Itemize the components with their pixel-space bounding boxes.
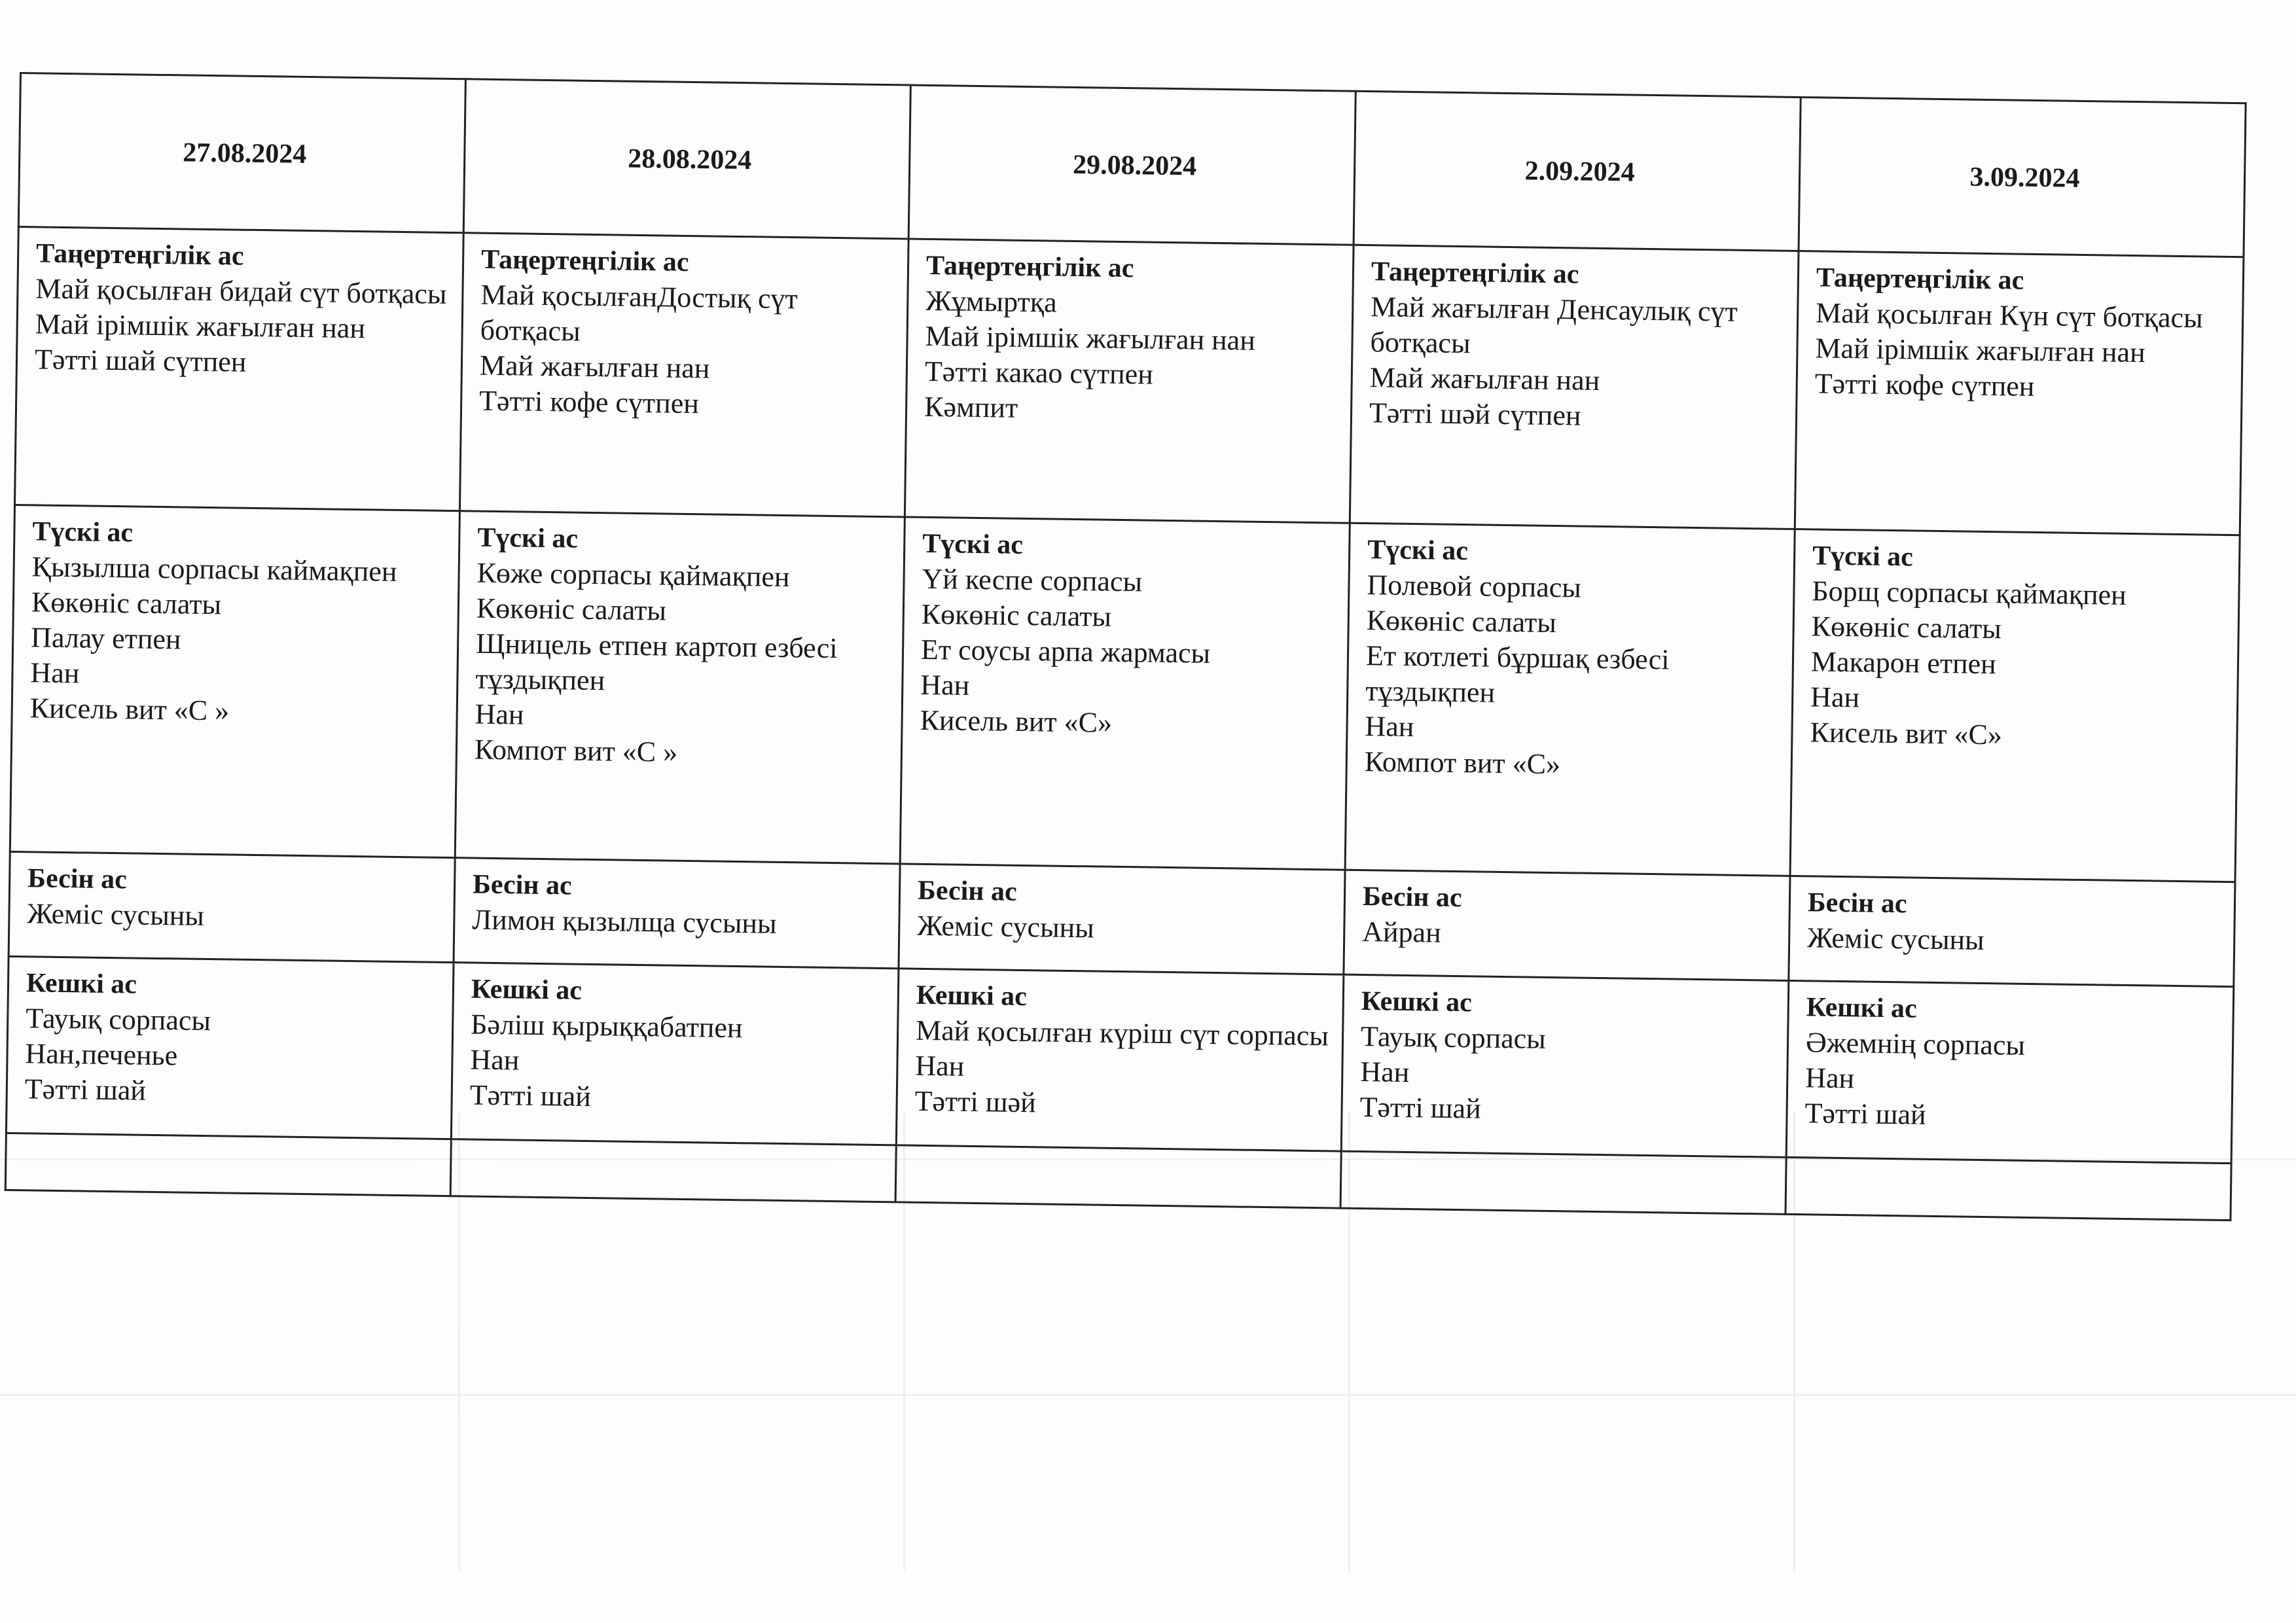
- empty-cell: [450, 1139, 896, 1202]
- dish-item: Кәмпит: [924, 390, 1018, 424]
- dish-item: Нан,печенье: [25, 1037, 178, 1072]
- dish-item: Тәтті шай: [469, 1079, 592, 1113]
- dish-item: Нан: [1360, 1056, 1410, 1089]
- dish-item: Кисель вит «С»: [1810, 716, 2003, 751]
- dish-item: Тәтті шай: [24, 1073, 147, 1107]
- menu-cell: [896, 969, 1344, 1151]
- date-label: 3.09.2024: [1969, 162, 2080, 194]
- dish-item: Май қосылған күріш сүт сорпасы: [915, 1014, 1329, 1052]
- meal-row-breakfast: [14, 226, 2243, 535]
- dish-item: Тәтті кофе сүтпен: [1814, 367, 2035, 402]
- dish-item: Көже сорпасы қаймақпен: [476, 556, 790, 594]
- menu-cell: [1789, 876, 2235, 986]
- meal-title: Таңертеңгілік ас: [480, 244, 689, 277]
- date-label: 27.08.2024: [183, 137, 307, 169]
- dish-item: Тауық сорпасы: [25, 1002, 211, 1037]
- dish-item: Жұмыртқа: [925, 284, 1058, 319]
- menu-cell: [1350, 245, 1799, 529]
- dish-item: Компот вит «С»: [1364, 745, 1561, 781]
- dish-item: Май жағылған Денсаулық сүт ботқасы: [1370, 291, 1738, 360]
- meal-title: Бесін ас: [472, 869, 573, 901]
- menu-cell: [6, 956, 454, 1139]
- empty-cell: [5, 1133, 451, 1196]
- meal-title: Таңертеңгілік ас: [35, 238, 244, 272]
- dish-item: Ет котлеті бұршақ езбесі тұздықпен: [1365, 639, 1670, 709]
- dish-item: Нан: [1810, 681, 1860, 714]
- date-label: 29.08.2024: [1072, 149, 1197, 182]
- menu-cell: [459, 233, 908, 517]
- dish-item: Көкөніс салаты: [476, 592, 667, 627]
- meal-title: Кешкі ас: [1361, 986, 1473, 1018]
- dish-item: Тәтті шай: [1804, 1097, 1926, 1131]
- date-header-cell: [463, 79, 910, 239]
- meal-title: Кешкі ас: [26, 968, 137, 1000]
- meal-title: Түскі ас: [32, 516, 134, 548]
- dish-item: Май жағылған нан: [1369, 361, 1600, 397]
- meal-title: Кешкі ас: [1806, 992, 1918, 1024]
- dish-item: Май ірімшік жағылған нан: [1815, 332, 2146, 369]
- meal-title: Түскі ас: [477, 522, 579, 554]
- dish-item: Полевой сорпасы: [1367, 569, 1582, 604]
- meal-title: Таңертеңгілік ас: [1371, 257, 1579, 290]
- dish-item: Көкөніс салаты: [1366, 604, 1557, 639]
- dish-item: Қызылша сорпасы каймақпен: [31, 550, 397, 588]
- dish-item: Май ірімшік жағылған нан: [925, 319, 1256, 357]
- dish-item: Щницель етпен картоп езбесі тұздықпен: [475, 627, 838, 697]
- dish-item: Нан: [920, 668, 970, 702]
- dish-item: Тәтті шай сүтпен: [34, 343, 247, 378]
- menu-cell: [905, 239, 1354, 523]
- meal-title: Бесін ас: [917, 875, 1017, 907]
- dish-item: Көкөніс салаты: [31, 586, 222, 621]
- dish-item: Жеміс сусыны: [27, 897, 205, 932]
- menu-cell: [451, 963, 899, 1145]
- dish-item: Көкөніс салаты: [1811, 610, 2002, 645]
- dish-item: Палау етпен: [30, 621, 181, 656]
- date-header-cell: [18, 73, 465, 233]
- date-header-cell: [1799, 98, 2246, 257]
- meal-title: Түскі ас: [1812, 541, 1914, 573]
- empty-cell: [1785, 1157, 2231, 1220]
- meal-title: Түскі ас: [922, 528, 1024, 560]
- menu-cell: [455, 511, 905, 864]
- empty-cell: [895, 1145, 1341, 1208]
- dish-item: Ет соусы арпа жармасы: [920, 633, 1211, 669]
- dish-item: Айран: [1361, 916, 1442, 949]
- menu-cell: [1786, 980, 2234, 1163]
- dish-item: Бәліш қырыққабатпен: [470, 1008, 743, 1044]
- meal-row-lunch: [10, 505, 2240, 882]
- dish-item: Компот вит «С »: [474, 733, 678, 768]
- dish-item: Тәтті шәй сүтпен: [1369, 397, 1581, 432]
- dish-item: Кисель вит «С»: [920, 704, 1113, 739]
- dish-item: Май қосылған Күн сүт ботқасы: [1815, 296, 2204, 334]
- date-header-cell: [908, 85, 1355, 245]
- menu-table-container: [5, 72, 2245, 1221]
- dish-item: Тәтті какао сүтпен: [924, 355, 1154, 391]
- date-label: 28.08.2024: [627, 143, 752, 176]
- dish-item: Нан: [470, 1043, 520, 1077]
- meal-title: Бесін ас: [1362, 882, 1462, 914]
- dish-item: Тауық сорпасы: [1360, 1020, 1547, 1055]
- dish-item: Нан: [1365, 710, 1414, 743]
- empty-cell: [1340, 1151, 1786, 1214]
- menu-cell: [9, 851, 455, 962]
- menu-cell: [10, 505, 459, 857]
- dish-item: Май қосылған бидай сүт ботқасы: [35, 272, 447, 310]
- dish-item: Кисель вит «С »: [29, 692, 230, 727]
- meal-title: Түскі ас: [1367, 535, 1469, 567]
- date-header-row: [18, 73, 2246, 257]
- meal-title: Таңертеңгілік ас: [925, 250, 1134, 284]
- menu-cell: [1345, 523, 1795, 876]
- dish-item: Нан: [475, 698, 524, 731]
- dish-item: Көкөніс салаты: [921, 597, 1112, 633]
- dish-item: Макарон етпен: [1810, 645, 1997, 681]
- menu-table: [5, 72, 2247, 1221]
- meal-title: Кешкі ас: [916, 980, 1028, 1012]
- dish-item: Жеміс сусыны: [1806, 921, 1985, 956]
- menu-cell: [454, 858, 900, 969]
- meal-row-dinner: [6, 956, 2233, 1163]
- dish-item: Тәтті шай: [1359, 1091, 1482, 1125]
- date-label: 2.09.2024: [1524, 156, 1635, 188]
- menu-cell: [899, 864, 1345, 974]
- dish-item: Тәтті шәй: [914, 1084, 1037, 1119]
- dish-item: Лимон қызылща сусыны: [472, 903, 777, 940]
- meal-title: Бесін ас: [1807, 887, 1907, 919]
- dish-item: Жеміс сусыны: [917, 909, 1095, 944]
- dish-item: Борщ сорпасы қаймақпен: [1812, 575, 2127, 611]
- menu-cell: [14, 226, 463, 510]
- meal-title: Таңертеңгілік ас: [1816, 262, 2024, 296]
- menu-cell: [900, 517, 1350, 870]
- dish-item: Әжемнің сорпасы: [1805, 1026, 2026, 1061]
- menu-cell: [1341, 974, 1789, 1157]
- menu-cell: [1344, 870, 1790, 980]
- meal-title: Бесін ас: [27, 863, 128, 895]
- dish-item: Тәтті кофе сүтпен: [478, 384, 700, 420]
- menu-cell: [1795, 251, 2244, 535]
- meal-title: Кешкі ас: [471, 974, 583, 1006]
- dish-item: Май қосылғанДостық сүт ботқасы: [480, 278, 798, 348]
- menu-cell: [1790, 529, 2240, 882]
- dish-item: Нан: [30, 656, 80, 690]
- date-header-cell: [1354, 91, 1801, 251]
- dish-item: Үй кеспе сорпасы: [922, 562, 1143, 598]
- dish-item: Май ірімшік жағылған нан: [35, 308, 366, 345]
- dish-item: Нан: [1804, 1061, 1855, 1095]
- dish-item: Нан: [915, 1049, 965, 1082]
- dish-item: Май жағылған нан: [479, 349, 710, 385]
